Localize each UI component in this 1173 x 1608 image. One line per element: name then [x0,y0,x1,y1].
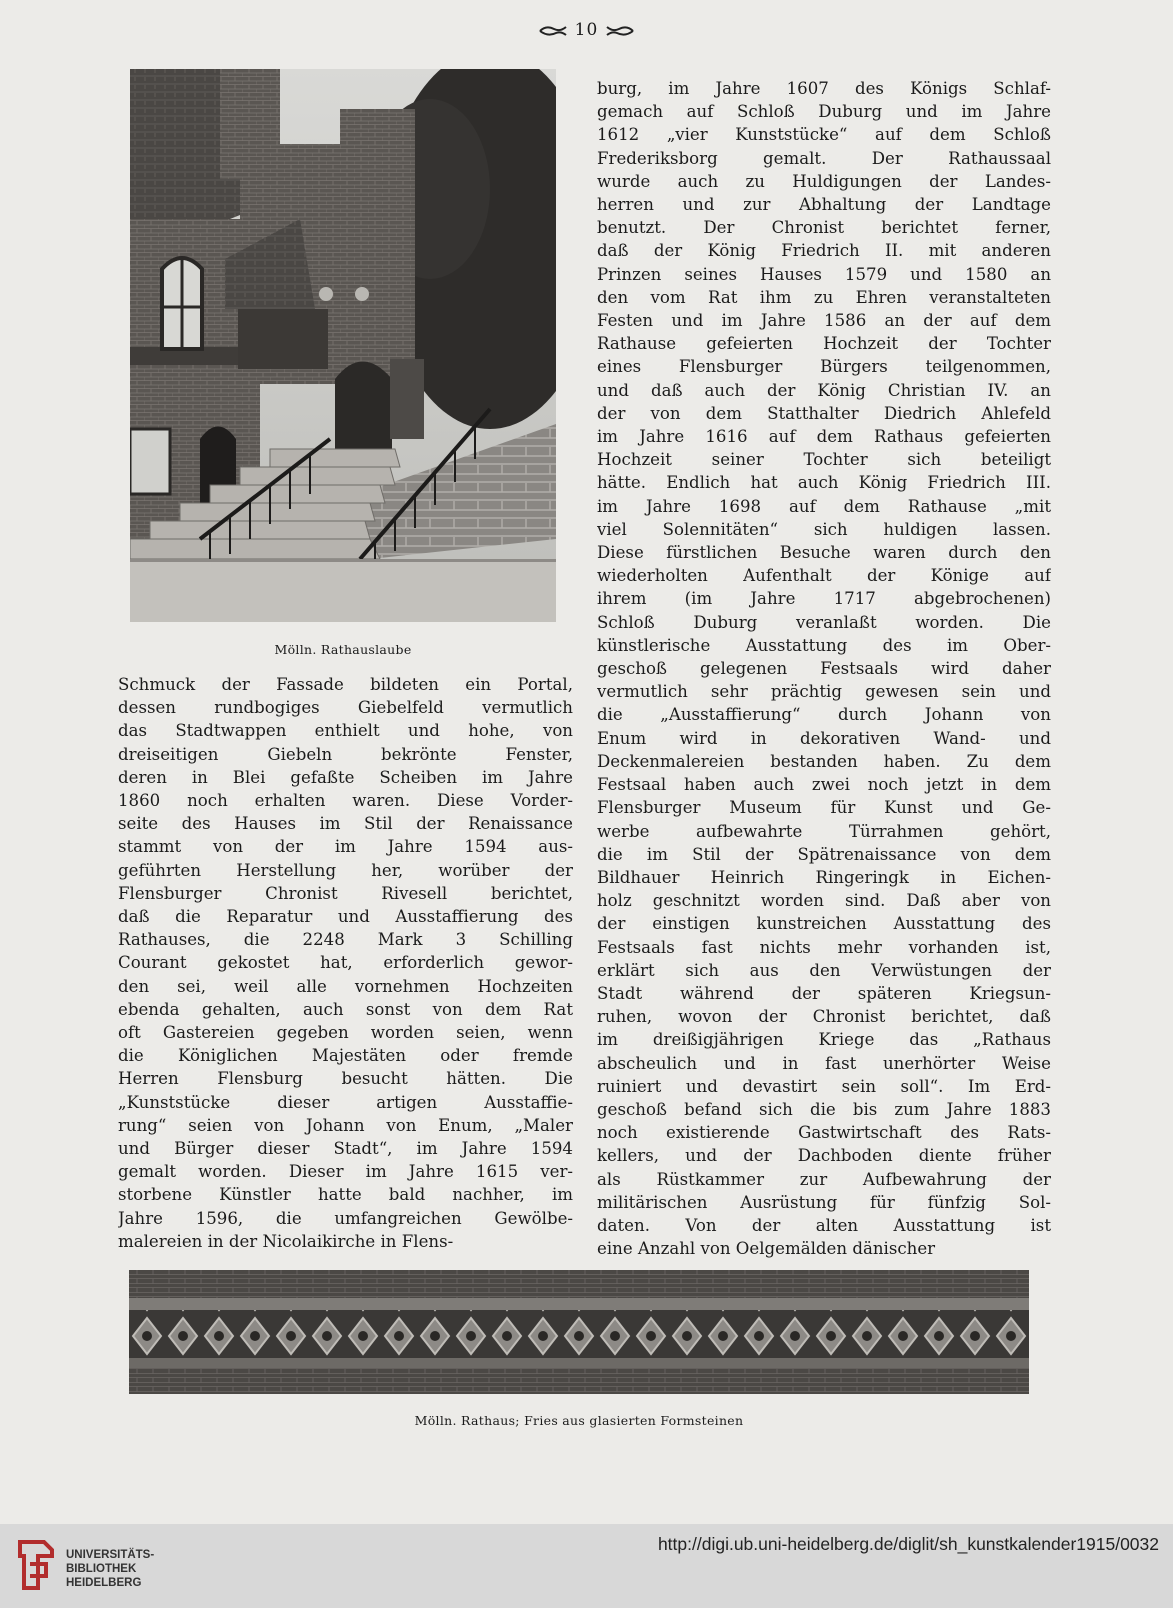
text-line: und Bürger dieser Stadt“, im Jahre 1594 [118,1139,573,1159]
text-line: im Jahre 1698 auf dem Rathause „mit [597,496,1051,516]
text-line: wurde auch zu Huldigungen der Landes- [597,171,1051,191]
text-line: daß die Reparatur und Ausstaffierung des [118,907,573,927]
ornament-right-icon [605,25,635,37]
text-line: und daß auch der König Christian IV. an [597,380,1051,400]
ornament-left-icon [538,25,568,37]
text-line: oft Gastereien gegeben worden seien, wenn [118,1023,573,1043]
figure2-caption: Mölln. Rathaus; Fries aus glasierten Formsteinen [414,1413,744,1428]
text-line: geschoß gelegenen Festsaals wird daher [597,659,1051,679]
text-line: 1612 „vier Kunststücke“ auf dem Schloß [597,125,1051,145]
text-line: Flensburger Chronist Rivesell berichtet, [118,883,573,903]
text-line: viel Solennitäten“ sich huldigen lassen. [597,519,1051,539]
text-line: erklärt sich aus den Verwüstungen der [597,960,1051,980]
text-line: malereien in der Nicolaikirche in Flens- [118,1231,454,1251]
text-line: dessen rundbogiges Giebelfeld vermutlich [118,698,573,718]
text-line: werbe aufbewahrte Türrahmen gehört, [597,821,1051,841]
text-line: Hochzeit seiner Tochter sich beteiligt [597,450,1051,470]
text-line: abscheulich und in fast unerhörter Weise [597,1053,1051,1073]
text-line: als Rüstkammer zur Aufbewahrung der [597,1169,1051,1189]
text-line: Stadt während der späteren Kriegsun- [597,983,1051,1003]
text-line: eine Anzahl von Oelgemälden dänischer [597,1239,936,1259]
text-line: der einstigen kunstreichen Ausstattung des [597,914,1051,934]
page-number-text: 10 [574,20,599,40]
text-line: noch existierende Gastwirtschaft des Rats- [597,1123,1051,1143]
text-line: hätte. Endlich hat auch König Friedrich III. [597,473,1051,493]
source-url-link[interactable]: http://digi.ub.uni-heidelberg.de/diglit/sh_kunstkalender1915/0032 [657,1534,1159,1554]
library-logo-icon [14,1536,60,1594]
text-line: stammt von der im Jahre 1594 aus- [118,837,573,857]
text-line: daß der König Friedrich II. mit anderen [597,241,1051,261]
text-line: Enum wird in dekorativen Wand- und [597,728,1051,748]
text-line: Prinzen seines Hauses 1579 und 1580 an [597,264,1051,284]
text-line: ruhen, wovon der Chronist berichtet, daß [597,1007,1051,1027]
text-line: Schloß Duburg veranlaßt worden. Die [597,612,1051,632]
text-line: deren in Blei gefaßte Scheiben im Jahre [118,767,573,787]
text-line: Schmuck der Fassade bildeten ein Portal, [118,675,573,694]
text-line: militärischen Ausrüstung für fünfzig Sol- [597,1192,1051,1212]
text-line: seite des Hauses im Stil der Renaissance [118,814,573,834]
photo-fries [129,1270,1029,1394]
text-line: gemach auf Schloß Duburg und im Jahre [597,102,1051,122]
text-line: daten. Von der alten Ausstattung ist [597,1215,1051,1235]
text-line: burg, im Jahre 1607 des Königs Schlaf- [597,79,1051,98]
text-line: Flensburger Museum für Kunst und Ge- [597,798,1051,818]
text-line: im Jahre 1616 auf dem Rathaus gefeierten [597,427,1051,447]
text-line: 1860 noch erhalten waren. Diese Vorder- [118,791,573,811]
text-line: Rathauses, die 2248 Mark 3 Schilling [118,930,573,950]
text-line: Courant gekostet hat, erforderlich gewor- [118,953,573,973]
text-line: ruiniert und devastirt sein soll“. Im Erd- [597,1076,1051,1096]
text-line: künstlerische Ausstattung des im Ober- [597,635,1051,655]
text-line: den sei, weil alle vornehmen Hochzeiten [118,976,573,996]
text-line: eines Flensburger Bürgers teilgenommen, [597,357,1051,377]
library-name [66,1548,154,1590]
text-line: gemalt worden. Dieser im Jahre 1615 ver- [118,1162,573,1182]
text-line: geführten Herstellung her, worüber der [118,860,573,880]
text-line: der von dem Statthalter Diedrich Ahlefeld [597,403,1051,423]
text-line: Festsaal haben auch zwei noch jetzt in dem [597,775,1051,795]
text-line: Frederiksborg gemalt. Der Rathaussaal [597,148,1051,168]
photo-rathauslaube [130,69,556,622]
text-line: Bildhauer Heinrich Ringeringk in Eichen- [597,867,1051,887]
text-line: Herren Flensburg besucht hätten. Die [118,1069,573,1089]
figure1-caption: Mölln. Rathauslaube [274,642,412,657]
text-line: storbene Künstler hatte bald nachher, im [118,1185,573,1205]
text-line: „Kunststücke dieser artigen Ausstaffie- [118,1092,573,1112]
text-line: kellers, und der Dachboden diente früher [597,1146,1051,1166]
library-name-line: UNIVERSITÄTS- [66,1549,155,1561]
text-line: rung“ seien von Johann von Enum, „Maler [118,1115,573,1135]
text-line: vermutlich sehr prächtig gewesen sein und [597,682,1051,702]
text-line: dreiseitigen Giebeln bekrönte Fenster, [118,744,573,764]
text-line: wiederholten Aufenthalt der Könige auf [597,566,1051,586]
library-name-line: BIBLIOTHEK [66,1563,137,1575]
text-line: ihrem (im Jahre 1717 abgebrochenen) [597,589,1051,609]
right-text-column [597,77,1051,1260]
text-line: die „Ausstaffierung“ durch Johann von [597,705,1051,725]
text-line: Jahre 1596, die umfangreichen Gewölbe- [118,1208,573,1228]
text-line: geschoß befand sich die bis zum Jahre 1883 [597,1099,1051,1119]
text-line: Festsaals fast nichts mehr vorhanden ist, [597,937,1051,957]
text-line: im dreißigjährigen Kriege das „Rathaus [597,1030,1051,1050]
left-text-column [118,673,573,1253]
text-line: Deckenmalereien bestanden haben. Zu dem [597,751,1051,771]
text-line: Rathause gefeierten Hochzeit der Tochter [597,334,1051,354]
text-line: Festen und im Jahre 1586 an der auf dem [597,311,1051,331]
text-line: Diese fürstlichen Besuche waren durch den [597,543,1051,563]
text-line: den vom Rat ihm zu Ehren veranstalteten [597,287,1051,307]
text-line: ebenda gehalten, auch sonst von dem Rat [118,999,573,1019]
text-line: herren und zur Abhaltung der Landtage [597,195,1051,215]
page-number [0,20,1173,40]
text-line: holz geschnitzt worden sind. Daß aber von [597,891,1051,911]
text-line: die Königlichen Majestäten oder fremde [118,1046,573,1066]
library-name-line: HEIDELBERG [66,1577,142,1589]
text-line: die im Stil der Spätrenaissance von dem [597,844,1051,864]
text-line: benutzt. Der Chronist berichtet ferner, [597,218,1051,238]
text-line: das Stadtwappen enthielt und hohe, von [118,721,573,741]
